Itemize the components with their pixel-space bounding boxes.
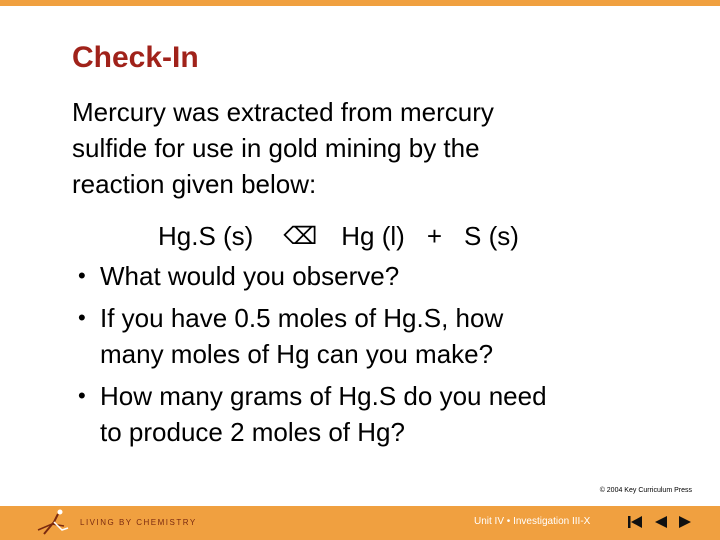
list-item bbox=[78, 378, 698, 450]
paragraph-line: Mercury was extracted from mercury bbox=[72, 97, 494, 127]
bullet-line: to produce 2 moles of Hg? bbox=[100, 417, 405, 447]
bullet-line: What would you observe? bbox=[100, 261, 400, 291]
list-item bbox=[78, 300, 698, 372]
bullet-line: If you have 0.5 moles of Hg.S, how bbox=[100, 303, 504, 333]
bullet-icon: • bbox=[78, 263, 86, 288]
logo-text: LIVING BY CHEMISTRY bbox=[80, 517, 197, 527]
equation-reactant: Hg.S (s) bbox=[158, 221, 254, 251]
equation-product-sulfur: S (s) bbox=[464, 221, 519, 251]
intro-paragraph bbox=[72, 94, 672, 202]
publisher-logo bbox=[34, 508, 197, 536]
bullet-icon: • bbox=[78, 305, 86, 330]
reaction-arrow-icon: ⌫ bbox=[283, 222, 318, 250]
next-icon bbox=[678, 515, 692, 529]
unit-label: Unit IV • Investigation III-X bbox=[474, 516, 591, 527]
bullet-icon: • bbox=[78, 383, 86, 408]
previous-slide-button[interactable] bbox=[652, 514, 670, 530]
running-figure-logo-icon bbox=[34, 508, 74, 536]
slide-title: Check-In bbox=[72, 41, 199, 74]
list-item bbox=[78, 258, 698, 294]
top-accent-bar bbox=[0, 0, 720, 6]
previous-icon bbox=[654, 515, 668, 529]
question-list bbox=[78, 258, 698, 456]
equation-product-mercury: Hg (l) bbox=[341, 221, 405, 251]
navigation-controls bbox=[626, 514, 694, 530]
paragraph-line: reaction given below: bbox=[72, 169, 317, 199]
bullet-line: How many grams of Hg.S do you need bbox=[100, 381, 547, 411]
skip-to-first-icon bbox=[627, 515, 643, 529]
bullet-line: many moles of Hg can you make? bbox=[100, 339, 494, 369]
paragraph-line: sulfide for use in gold mining by the bbox=[72, 133, 480, 163]
chemical-equation bbox=[158, 218, 519, 254]
copyright-notice: © 2004 Key Curriculum Press bbox=[599, 487, 692, 494]
equation-plus: + bbox=[426, 221, 443, 251]
next-slide-button[interactable] bbox=[676, 514, 694, 530]
first-slide-button[interactable] bbox=[626, 514, 644, 530]
